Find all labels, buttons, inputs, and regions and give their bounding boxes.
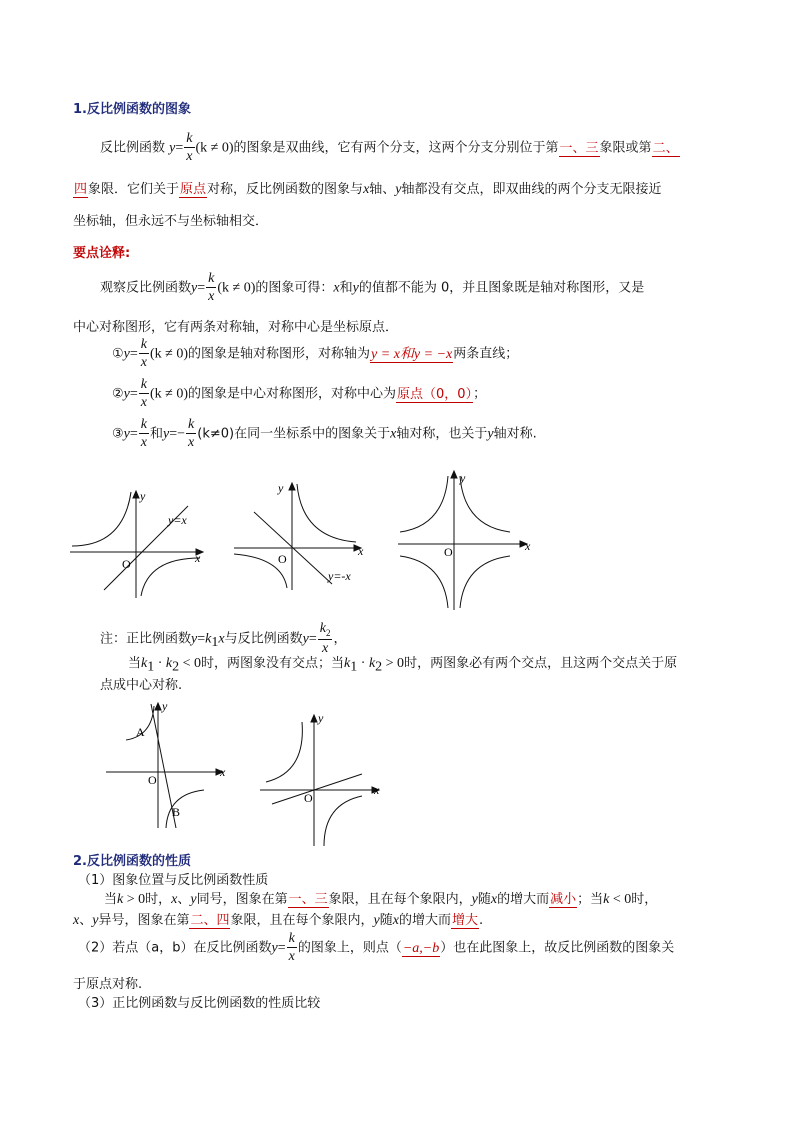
key-item-3: ③y= $\frac{k}{x}$ 和y=− $\frac{k}{x}$ (k≠0)在同一坐标系中的图象关于x轴对称，也关于y轴对称. — [112, 417, 537, 450]
point-label-a: A — [136, 725, 145, 739]
note-line-2: 当$k_1 \cdot k_2 < 0$时，两图象没有交点；当$k_1 \cdot k_2 > 0$时，两图象必有两个交点，且这两个交点关于原 — [128, 656, 678, 675]
fraction-k-over-x: $\frac{k}{x}$ — [288, 931, 295, 964]
key-points-title: 要点诠释: — [73, 246, 131, 261]
fraction-k-over-x: $\frac{k}{x}$ — [140, 337, 147, 370]
y-axis-label: y — [460, 471, 466, 485]
line-label-y-eq-neg-x: y=-x — [328, 569, 351, 583]
x-axis-label: x — [374, 783, 380, 797]
s2-line-1: （1）图象位置与反比例函数性质 — [78, 873, 269, 888]
origin-label: O — [444, 545, 453, 559]
point-label-b: B — [172, 805, 181, 819]
section-1-title: 1.反比例函数的图象 — [73, 102, 191, 117]
s2-line-3: x、y异号，图象在第二、四象限，且在每个象限内，y随x的增大而增大. — [73, 913, 484, 928]
key-line-2: 中心对称图形，它有两条对称轴，对称中心是坐标原点． — [73, 320, 399, 335]
paragraph-1-line-2: 四象限．它们关于原点对称，反比例函数的图象与x轴、y轴都没有交点，即双曲线的两个分支无限接近 — [74, 182, 662, 197]
hyperbola-figure-1 — [68, 488, 208, 600]
key-item-1: ①y= $\frac{k}{x}$ (k ≠ 0)的图象是轴对称图形，对称轴为y = x和y = −x两条直线； — [112, 337, 519, 370]
x-axis-label: x — [220, 765, 226, 779]
fraction-k-over-x: $\frac{k}{x}$ — [140, 417, 147, 450]
y-axis-label: y — [162, 700, 168, 713]
hyperbola-figure-3 — [396, 466, 536, 612]
intersection-figure-positive — [258, 712, 388, 848]
s2-line-2: 当k > 0时，x、y同号，图象在第一、三象限，且在每个象限内，y随x的增大而减小；当k < 0时， — [104, 892, 658, 907]
y-axis-label: y — [278, 481, 284, 495]
fraction-k-over-x: $\frac{k}{x}$ — [208, 271, 215, 304]
x-axis-label: x — [525, 539, 531, 553]
y-axis-label: y — [318, 712, 324, 725]
s2-line-6: （3）正比例函数与反比例函数的性质比较 — [78, 996, 321, 1011]
origin-label: O — [122, 557, 131, 571]
intersection-figure-negative — [104, 700, 232, 832]
note-line-1: 注：正比例函数$y=k_1x$与反比例函数y= $\frac{k_2}{x}$ ， — [100, 621, 347, 656]
fraction-k-over-x: $\frac{k}{x}$ — [140, 377, 147, 410]
fraction-k-over-x: $\frac{k}{x}$ — [186, 131, 193, 164]
note-line-3: 点成中心对称. — [100, 678, 183, 693]
key-item-2: ②y= $\frac{k}{x}$ (k ≠ 0)的图象是中心对称图形，对称中心为原点（0，0）； — [112, 377, 487, 410]
fraction-k2-over-x: $\frac{k_2}{x}$ — [319, 621, 331, 656]
paragraph-1-line-3: 坐标轴，但永远不与坐标轴相交． — [73, 214, 269, 229]
section-2-title: 2.反比例函数的性质 — [73, 854, 191, 869]
y-axis-label: y — [140, 489, 146, 503]
x-axis-label: x — [195, 551, 201, 565]
origin-label: O — [304, 791, 313, 805]
origin-label: O — [278, 552, 287, 566]
key-line-1: 观察反比例函数y= $\frac{k}{x}$ (k ≠ 0)的图象可得：x和y的值都不能为 0，并且图象既是轴对称图形，又是 — [100, 271, 645, 304]
paragraph-1-line-1: 反比例函数 y= $\frac{k}{x}$ (k ≠ 0)的图象是双曲线，它有两个分支，这两个分支分别位于第一、三象限或第二、 — [100, 131, 679, 164]
origin-label: O — [148, 773, 157, 787]
fraction-k-over-x: $\frac{k}{x}$ — [188, 417, 195, 450]
x-axis-label: x — [358, 544, 364, 558]
hyperbola-figure-2 — [232, 480, 367, 592]
s2-line-5: 于原点对称. — [73, 977, 143, 992]
s2-line-4: （2）若点（a，b）在反比例函数y= $\frac{k}{x}$ 的图象上，则点（−a,−b）也在此图象上，故反比例函数的图象关 — [78, 931, 675, 964]
line-label-y-eq-x: y=x — [168, 513, 187, 527]
